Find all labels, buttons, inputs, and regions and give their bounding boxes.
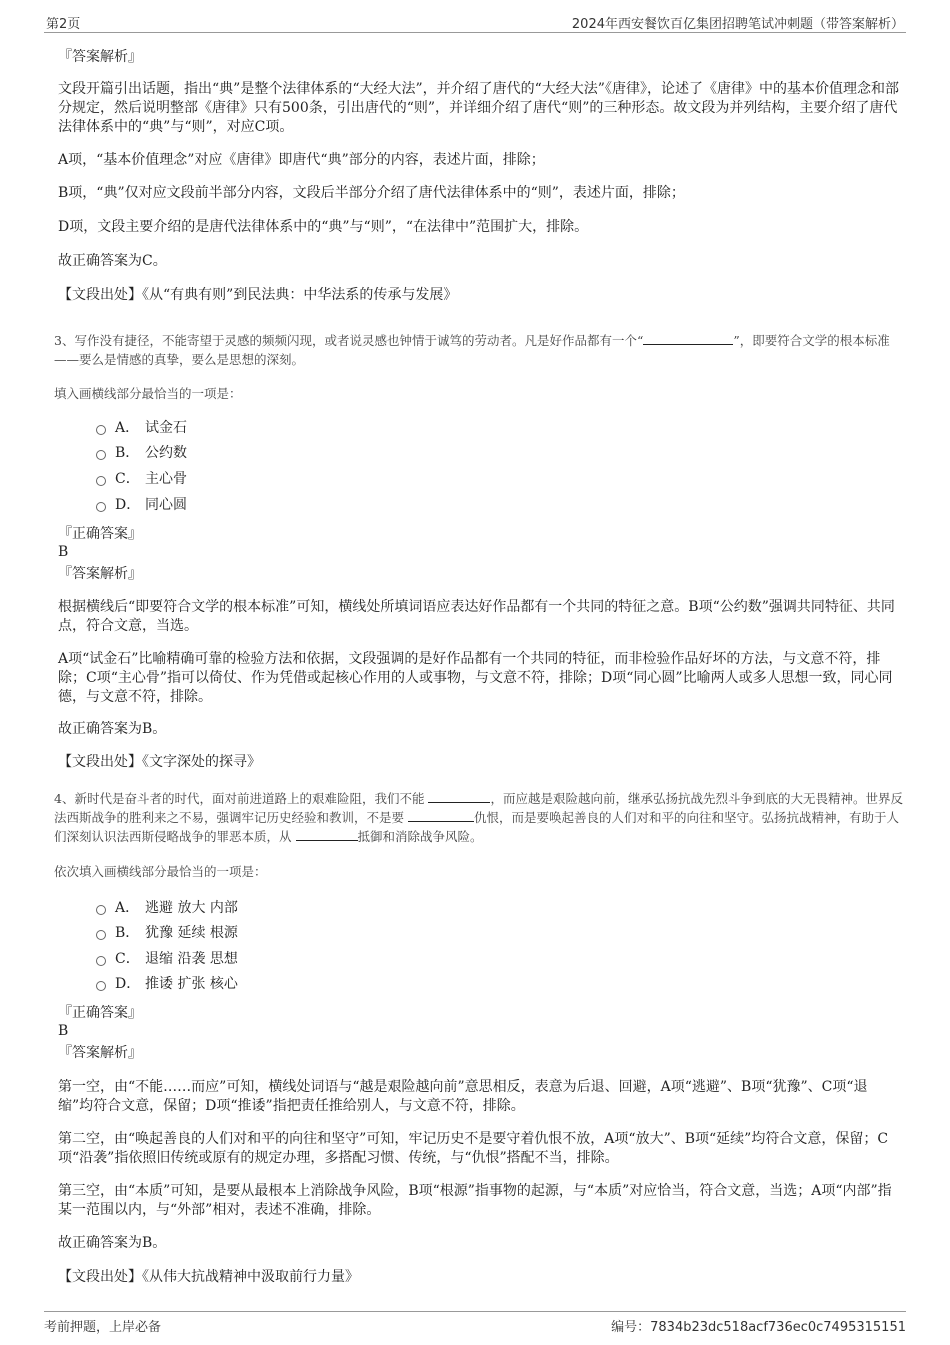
q4-option-d[interactable]: D． 推诿 扩张 核心	[96, 974, 238, 994]
radio-icon[interactable]	[96, 502, 106, 512]
q2-analysis-p4: D项，文段主要介绍的是唐代法律体系中的“典”与“则”，“在法律中”范围扩大，排除。	[58, 219, 589, 235]
page-footer	[44, 1311, 906, 1335]
q4-prompt: 依次填入画横线部分最恰当的一项是：	[54, 864, 267, 879]
document-title: 2024年西安餐饮百亿集团招聘笔试冲刺题（带答案解析）	[571, 17, 904, 32]
q4-answer: B	[58, 1023, 69, 1039]
q2-conclusion: 故正确答案为C。	[58, 253, 167, 269]
q3-stem: 3、写作没有捷径，不能寄望于灵感的频频闪现，或者说灵感也钟情于诚笃的劳动者。凡是好作品都有一个“ ”，即要符合文学的根本标准——要么是情感的真挚，要么是思想的深刻。	[54, 333, 890, 367]
q2-analysis-p3: B项，“典”仅对应文段前半部分内容，文段后半部分介绍了唐代法律体系中的“则”，表述片面，排除；	[58, 185, 685, 201]
q4-conclusion: 故正确答案为B。	[58, 1235, 167, 1251]
q4-source: 【文段出处】《从伟大抗战精神中汲取前行力量》	[58, 1269, 359, 1285]
radio-icon[interactable]	[96, 956, 106, 966]
q3-option-b[interactable]: B． 公约数	[96, 443, 187, 463]
q4-option-a[interactable]: A． 逃避 放大 内部	[96, 898, 238, 918]
q4-analysis-p1: 第一空，由“不能……而应”可知，横线处词语与“越是艰险越向前”意思相反，表意为后退、回避，A项“逃避”、B项“犹豫”、C项“退缩”均符合文意，保留；D项“推诿”指把责任推给别人，与文意不符，排除。	[58, 1079, 868, 1114]
q3-conclusion: 故正确答案为B。	[58, 721, 167, 737]
q4-analysis-label: 『答案解析』	[58, 1045, 142, 1061]
q4-answer-label: 『正确答案』	[58, 1005, 142, 1021]
q3-source: 【文段出处】《文字深处的探寻》	[58, 754, 261, 770]
q3-prompt: 填入画横线部分最恰当的一项是：	[54, 386, 242, 401]
document-id: 编号：7834b23dc518acf736ec0c7495315151	[611, 1320, 906, 1335]
footer-slogan: 考前押题，上岸必备	[44, 1320, 162, 1335]
q4-analysis-p2: 第二空，由“唤起善良的人们对和平的向往和坚守”可知，牢记历史不是要守着仇恨不放，A项“放大”、B项“延续”均符合文意，保留；C项“沿袭”指依照旧传统或原有的规定办理，多搭配习惯、传统，与“仇恨”搭配不当，排除。	[58, 1131, 889, 1166]
q4-option-c[interactable]: C． 退缩 沿袭 思想	[96, 949, 238, 969]
q4-option-b[interactable]: B． 犹豫 延续 根源	[96, 923, 238, 943]
q3-blank	[643, 332, 733, 345]
page-number: 第2页	[46, 17, 81, 32]
q2-source: 【文段出处】《从“有典有则”到民法典：中华法系的传承与发展》	[58, 287, 458, 303]
q3-answer-label: 『正确答案』	[58, 526, 142, 542]
q4-blank-2	[408, 809, 474, 822]
q4-analysis-p3: 第三空，由“本质”可知，是要从最根本上消除战争风险，B项“根源”指事物的起源，与“本质”对应恰当，符合文意，当选；A项“内部”指某一范围以内，与“外部”相对，表述不准确，排除。	[58, 1183, 892, 1218]
radio-icon[interactable]	[96, 450, 106, 460]
q4-stem: 4、新时代是奋斗者的时代，面对前进道路上的艰难险阻，我们不能 ，而应越是艰险越向前，继承弘扬抗战先烈斗争到底的大无畏精神。世界反法西斯战争的胜利来之不易，强调牢记历史经验和教训，不是要 仇恨，而是要唤起善良的人们对和平的向往和坚守。弘扬抗战精神，有助于人们深刻认识法西斯侵略战争的罪恶本质，从 抵御和消除战争风险。	[54, 791, 903, 844]
radio-icon[interactable]	[96, 905, 106, 915]
radio-icon[interactable]	[96, 981, 106, 991]
page-header	[44, 10, 906, 33]
radio-icon[interactable]	[96, 425, 106, 435]
radio-icon[interactable]	[96, 930, 106, 940]
q3-analysis-p1: 根据横线后“即要符合文学的根本标准”可知，横线处所填词语应表达好作品都有一个共同的特征之意。B项“公约数”强调共同特征、共同点，符合文意，当选。	[58, 599, 895, 634]
q4-blank-1	[428, 790, 490, 803]
q3-option-d[interactable]: D． 同心圆	[96, 495, 187, 515]
q3-option-c[interactable]: C． 主心骨	[96, 469, 187, 489]
radio-icon[interactable]	[96, 476, 106, 486]
q3-analysis-p2: A项“试金石”比喻精确可靠的检验方法和依据，文段强调的是好作品都有一个共同的特征，而非检验作品好坏的方法，与文意不符，排除；C项“主心骨”指可以倚仗、作为凭借或起核心作用的人或事物，与文意不符，排除；D项“同心圆”比喻两人或多人思想一致，同心同德，与文意不符，排除。	[58, 651, 893, 705]
q3-option-a[interactable]: A． 试金石	[96, 418, 187, 438]
q4-blank-3	[296, 828, 358, 841]
q2-analysis-p1: 文段开篇引出话题，指出“典”是整个法律体系的“大经大法”，并介绍了唐代的“大经大法”《唐律》，论述了《唐律》中的基本价值理念和部分规定，然后说明整部《唐律》只有500条，引出唐代的“则”，并详细介绍了唐代“则”的三种形态。故文段为并列结构，主要介绍了唐代法律体系中的“典”与“则”，对应C项。	[58, 81, 899, 135]
q2-analysis-p2: A项，“基本价值理念”对应《唐律》即唐代“典”部分的内容，表述片面，排除；	[58, 152, 545, 168]
q3-answer: B	[58, 544, 69, 560]
q3-analysis-label: 『答案解析』	[58, 566, 142, 582]
q2-analysis-label: 『答案解析』	[58, 49, 142, 65]
